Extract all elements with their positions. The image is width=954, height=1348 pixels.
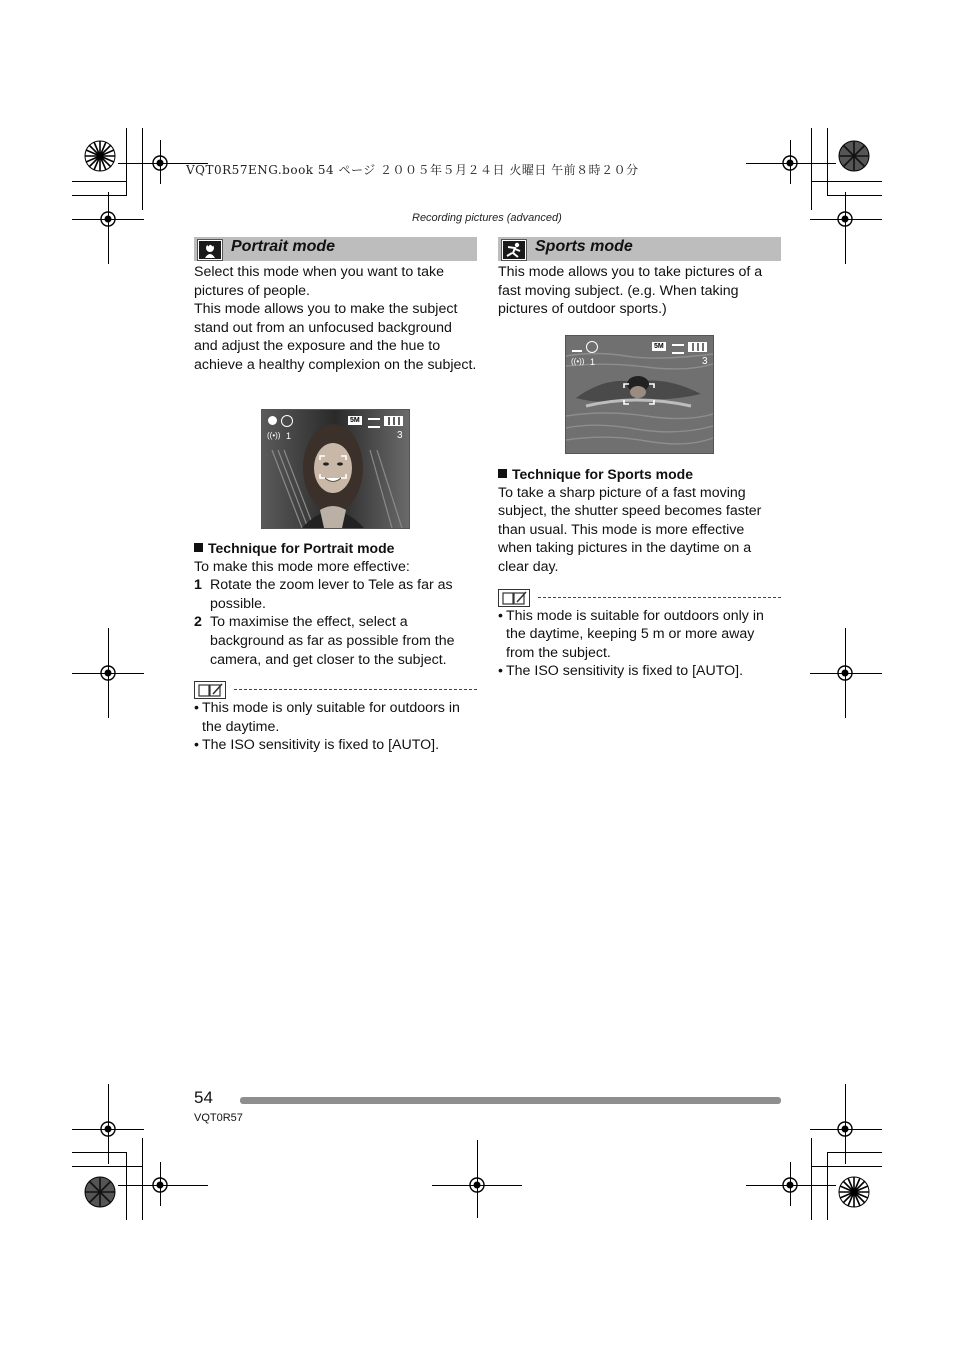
sports-osd-battery-icon	[688, 342, 707, 352]
portrait-photo-scene	[262, 410, 409, 528]
bullet-dot: •	[498, 663, 503, 680]
portrait-note	[194, 699, 477, 736]
portrait-osd-resolution: 5M	[350, 417, 360, 424]
portrait-note-divider	[194, 681, 477, 699]
sports-technique-title: Technique for Sports mode	[512, 466, 693, 482]
bullet-dot: •	[498, 607, 503, 624]
portrait-step	[194, 576, 477, 613]
portrait-osd-battery-icon	[384, 416, 403, 426]
note-pencil-icon	[194, 681, 226, 699]
sports-osd-quality-icon	[672, 344, 684, 354]
portrait-section	[194, 237, 477, 375]
sports-osd-stabilizer-icon: ((•))	[571, 357, 585, 366]
registration-wheel-icon	[838, 140, 870, 172]
portrait-technique-heading	[194, 539, 477, 558]
sports-note	[498, 662, 781, 681]
bullet-dot: •	[194, 700, 199, 717]
page-number: 54	[194, 1088, 213, 1107]
print-job-info: VQT0R57ENG.book 54 ページ ２００５年５月２４日 火曜日 午前８時２０分	[186, 163, 639, 177]
step-text: To maximise the effect, select a background as far as possible from the camera, and get closer to the subject.	[210, 614, 455, 668]
sports-title-bar	[498, 237, 781, 261]
portrait-intro-2: This mode allows you to make the subject stand out from an unfocused background and adjust the exposure and the hue to achieve a healthy complexion on the subject.	[194, 301, 477, 373]
note-text: The ISO sensitivity is fixed to [AUTO].	[202, 737, 440, 754]
step-number: 1	[194, 577, 202, 594]
portrait-mode-icon	[198, 240, 222, 260]
portrait-title: Portrait mode	[231, 238, 336, 255]
sports-section	[498, 237, 781, 319]
sports-technique-text: To take a sharp picture of a fast moving subject, the shutter speed becomes faster than usual. This mode is more effective when taking pictures in the daytime on a clear day.	[498, 484, 762, 575]
sports-osd-shot-count: 3	[702, 356, 708, 367]
portrait-osd-shot-count: 3	[397, 430, 403, 441]
square-bullet-icon	[194, 543, 203, 552]
portrait-osd-mode-icon	[268, 416, 277, 425]
running-head: Recording pictures (advanced)	[412, 212, 562, 224]
registration-wheel-icon	[838, 1176, 870, 1208]
dashed-divider	[234, 689, 477, 690]
footer-rule	[240, 1097, 781, 1104]
registration-wheel-icon	[84, 140, 116, 172]
sports-note-divider	[498, 589, 781, 607]
sports-osd-resolution: 5M	[654, 343, 664, 350]
sports-screen-image	[565, 335, 714, 454]
dashed-divider	[538, 597, 781, 598]
portrait-osd-flash-off-icon	[281, 415, 293, 427]
bullet-dot: •	[194, 737, 199, 754]
sports-title: Sports mode	[535, 238, 633, 255]
sports-mode-icon	[502, 240, 526, 260]
note-pencil-icon	[498, 589, 530, 607]
sports-technique-heading	[498, 465, 781, 484]
portrait-osd-stabilizer-icon: ((•))	[267, 431, 281, 440]
portrait-title-bar	[194, 237, 477, 261]
portrait-screen-image	[261, 409, 410, 529]
portrait-note	[194, 736, 477, 755]
portrait-technique-title: Technique for Portrait mode	[208, 540, 395, 556]
portrait-step	[194, 613, 477, 669]
sports-osd-stabilizer-mode: 1	[590, 357, 596, 367]
note-text: This mode is only suitable for outdoors in the daytime.	[202, 700, 460, 735]
portrait-technique	[194, 539, 477, 755]
step-text: Rotate the zoom lever to Tele as far as possible.	[210, 577, 453, 612]
square-bullet-icon	[498, 469, 507, 478]
registration-wheel-icon	[84, 1176, 116, 1208]
step-number: 2	[194, 614, 202, 631]
sports-intro: This mode allows you to take pictures of a fast moving subject. (e.g. When taking pictures of outdoor sports.)	[498, 264, 763, 318]
portrait-technique-intro: To make this mode more effective:	[194, 558, 410, 575]
sports-note	[498, 607, 781, 663]
portrait-osd-quality-icon	[368, 418, 380, 428]
document-code: VQT0R57	[194, 1112, 243, 1124]
sports-photo-scene	[566, 336, 713, 453]
portrait-osd-stabilizer-mode: 1	[286, 431, 292, 441]
note-text: The ISO sensitivity is fixed to [AUTO].	[506, 663, 744, 680]
sports-osd-flash-off-icon	[586, 341, 598, 353]
portrait-intro-1: Select this mode when you want to take pictures of people.	[194, 264, 444, 299]
note-text: This mode is suitable for outdoors only in the daytime, keeping 5 m or more away from the subject.	[506, 607, 764, 661]
sports-technique	[498, 465, 781, 681]
sports-osd-mode-icon	[572, 342, 582, 352]
